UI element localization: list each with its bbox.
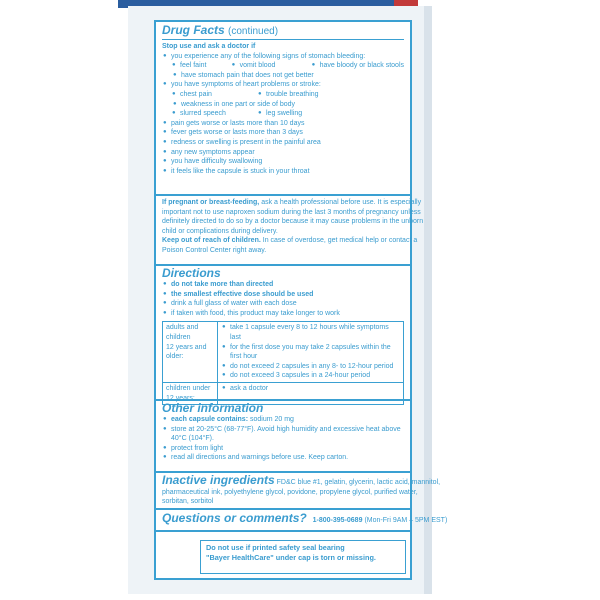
bleeding-sign: ● feel faint — [172, 61, 232, 71]
table-row — [163, 322, 404, 383]
section-divider — [156, 530, 410, 532]
questions-hours: (Mon-Fri 9AM – 5PM EST) — [364, 517, 448, 524]
stop-use-item: ● it feels like the capsule is stuck in your throat — [162, 167, 404, 177]
dosage-age-cell — [163, 322, 218, 383]
bleeding-intro: ● you experience any of the following signs of stomach bleeding: — [162, 52, 404, 62]
directions-item: ● the smallest effective dose should be used — [162, 290, 404, 300]
storage-text: ● store at 20-25°C (68-77°F). Avoid high humidity and excessive heat above — [162, 425, 404, 435]
age-label: older: — [166, 353, 184, 361]
carton-side — [424, 6, 432, 594]
dosage-item: ● do not exceed 3 capsules in a 24-hour period — [221, 371, 400, 381]
capsule-contains-value: sodium 20 mg — [249, 416, 294, 423]
inactive-ingredients-section — [156, 473, 441, 507]
directions-title: Directions — [162, 266, 221, 280]
capsule-contains-label: each capsule contains: — [171, 416, 249, 423]
other-information-title: Other information — [162, 401, 264, 415]
drug-facts-subtitle: (continued) — [228, 26, 279, 37]
other-information-section — [156, 402, 410, 463]
heart-intro: ● you have symptoms of heart problems or stroke: — [162, 80, 404, 90]
section-divider — [156, 508, 410, 510]
bleeding-sign: ● vomit blood — [232, 61, 312, 71]
heart-row — [162, 109, 404, 119]
stop-use-item: ● fever gets worse or lasts more than 3 days — [162, 128, 404, 138]
directions-item: ● if taken with food, this product may take longer to work — [162, 309, 404, 319]
bleeding-extra: ● have stomach pain that does not get better — [162, 71, 404, 81]
stop-use-item: ● pain gets worse or lasts more than 10 days — [162, 119, 404, 129]
heart-symptom: ● trouble breathing — [258, 90, 319, 100]
questions-section — [156, 511, 448, 526]
questions-phone: 1-800-395-0689 — [312, 517, 363, 524]
heart-symptom: ● weakness in one part or side of body — [162, 100, 404, 110]
questions-title: Questions or comments? — [162, 511, 307, 525]
bleeding-signs-row — [162, 61, 404, 71]
other-info-item: ● protect from light — [162, 444, 404, 454]
dosage-instructions-cell — [218, 322, 404, 383]
age-label: children under — [166, 384, 211, 392]
pregnancy-warning — [156, 198, 424, 256]
stop-use-heading: Stop use and ask a doctor if — [162, 43, 256, 50]
pregnant-text: child or complications during delivery. — [162, 227, 278, 235]
section-divider — [156, 194, 410, 196]
dosage-item: ● ask a doctor — [221, 384, 400, 394]
directions-section — [156, 267, 410, 405]
bleeding-sign: ● have bloody or black stools — [312, 61, 404, 71]
directions-item: ● drink a full glass of water with each dose — [162, 299, 404, 309]
heart-symptom: ● chest pain — [172, 90, 258, 100]
pregnant-text: ask a health professional before use. It is especially — [261, 199, 422, 206]
seal-text: "Bayer HealthCare" under cap is torn or missing. — [206, 553, 376, 562]
age-label: children — [166, 333, 191, 341]
inactive-ingredients-text: pharmaceutical ink, polyethylene glycol, povidone, propylene glycol, purified water, — [162, 488, 418, 496]
inactive-ingredients-title: Inactive ingredients — [162, 473, 275, 487]
heart-symptom: ● slurred speech — [172, 109, 258, 119]
pregnant-text: important not to use naproxen sodium during the last 3 months of pregnancy unless — [162, 208, 421, 216]
pregnant-text: definitely directed to do so by a doctor because it may cause problems in the unborn — [162, 218, 424, 226]
other-info-item: ● read all directions and warnings before use. Keep carton. — [162, 453, 404, 463]
dosage-item: ● do not exceed 2 capsules in any 8- to 12-hour period — [221, 362, 400, 372]
safety-seal-notice — [200, 540, 406, 574]
dosage-item: ● for the first dose you may take 2 capsules within the first hour — [221, 343, 400, 362]
pregnant-heading: If pregnant or breast-feeding, — [162, 199, 260, 206]
drug-facts-section — [156, 24, 410, 176]
keep-out-text: Poison Control Center right away. — [162, 246, 267, 254]
inactive-ingredients-text: sorbitan, sorbitol — [162, 498, 214, 506]
stop-use-item: ● you have difficulty swallowing — [162, 157, 404, 167]
age-label: adults and — [166, 324, 199, 332]
drug-facts-header — [162, 24, 404, 40]
drug-facts-title: Drug Facts — [162, 23, 225, 37]
keep-out-text: In case of overdose, get medical help or contact a — [262, 237, 418, 245]
heart-symptom: ● leg swelling — [258, 109, 302, 119]
directions-item: ● do not take more than directed — [162, 280, 404, 290]
stop-use-item: ● any new symptoms appear — [162, 148, 404, 158]
seal-text: Do not use if printed safety seal bearing — [206, 543, 345, 552]
heart-row — [162, 90, 404, 100]
stop-use-item: ● redness or swelling is present in the painful area — [162, 138, 404, 148]
inactive-ingredients-text: FD&C blue #1, gelatin, glycerin, lactic acid, mannitol, — [276, 479, 441, 486]
keep-out-heading: Keep out of reach of children. — [162, 237, 261, 245]
storage-text: 40°C (104°F). — [171, 435, 214, 443]
age-label: 12 years and — [166, 343, 207, 351]
dosage-item: ● take 1 capsule every 8 to 12 hours while symptoms last — [221, 323, 400, 342]
dosage-table — [162, 321, 404, 405]
